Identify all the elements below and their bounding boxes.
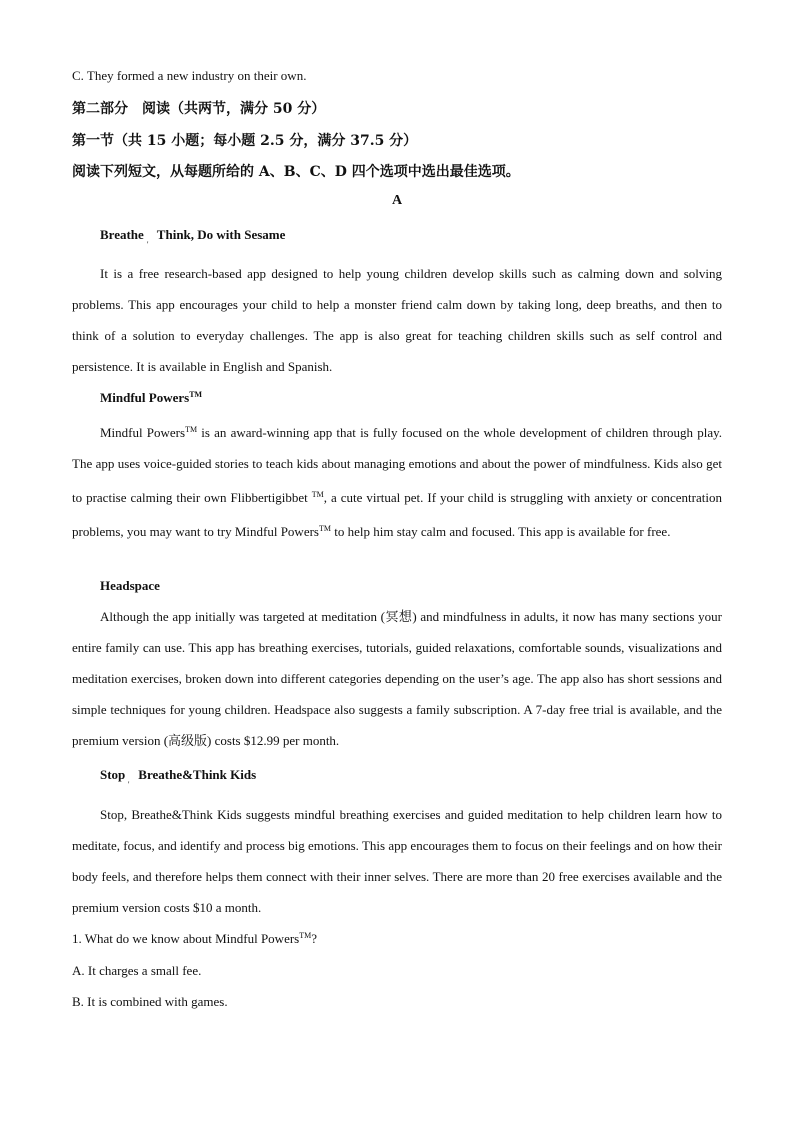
app-title-mindful-powers: Mindful Powers™: [100, 390, 203, 405]
question-1-stem: 1. What do we know about Mindful Powers™?: [72, 931, 318, 946]
section-one-heading: 第一节（共 15 小题；每小题 2.5 分，满分 37.5 分）: [72, 133, 418, 149]
reading-instructions: 阅读下列短文，从每题所给的 A、B、C、D 四个选项中选出最佳选项。: [72, 164, 520, 180]
app-title-headspace: Headspace: [100, 578, 160, 593]
section-part-two-heading: 第二部分 阅读（共两节，满分 50 分）: [72, 101, 326, 117]
previous-option-c: C. They formed a new industry on their own.: [72, 68, 307, 83]
app-description-headspace: Although the app initially was targeted at meditation (冥想) and mindfulness in adults, it now has many sections your entire family can use. This app has breathing exercises, tutorials, guided relaxations, comfortable sounds, visualizations and meditation exercises, broken down into different categories depending on the user’s age. The app also has short sessions and simple techniques for young children. Headspace also suggests a family subscription. A 7-day free trial is available, and the premium version (高级版) costs $12.99 per month.: [72, 609, 722, 748]
title-mark: ': [147, 240, 149, 249]
app-description-breathe-think-do: It is a free research-based app designed to help young children develop skills such as calming down and solving problems. This app encourages your child to help a monster friend calm down by taking long, deep breaths, and then to think of a solution to everyday challenges. The app is also great for teaching children skills such as self control and persistence. It is available in English and Spanish.: [72, 266, 722, 374]
title-mark: ': [128, 780, 130, 789]
app-title-stop-breathe-think-kids: Stop Breathe&Think Kids: [100, 767, 257, 782]
question-1-option-b: B. It is combined with games.: [72, 994, 228, 1009]
question-1-option-a: A. It charges a small fee.: [72, 963, 202, 978]
app-title-breathe-think-do: Breathe Think, Do with Sesame: [100, 227, 286, 242]
app-description-stop-breathe-think-kids: Stop, Breathe&Think Kids suggests mindful breathing exercises and guided meditation to help children learn how to meditate, focus, and identify and process big emotions. This app encourages them to focus on their feelings and on how their body feels, and therefore helps them connect with their inner selves. There are more than 20 free exercises available and the premium version costs $10 a month.: [72, 807, 722, 915]
passage-label: A: [391, 193, 403, 208]
app-description-mindful-powers: Mindful Powers™ is an award-winning app that is fully focused on the whole development of children through play. The app uses voice-guided stories to teach kids about managing emotions and about the power of mindfulness. Kids also get to practise calming their own Flibbertigibbet ™, a cute virtual pet. If your child is struggling with anxiety or concentration problems, you may want to try Mindful Powers™ to help him stay calm and focused. This app is available for free.: [72, 425, 722, 539]
